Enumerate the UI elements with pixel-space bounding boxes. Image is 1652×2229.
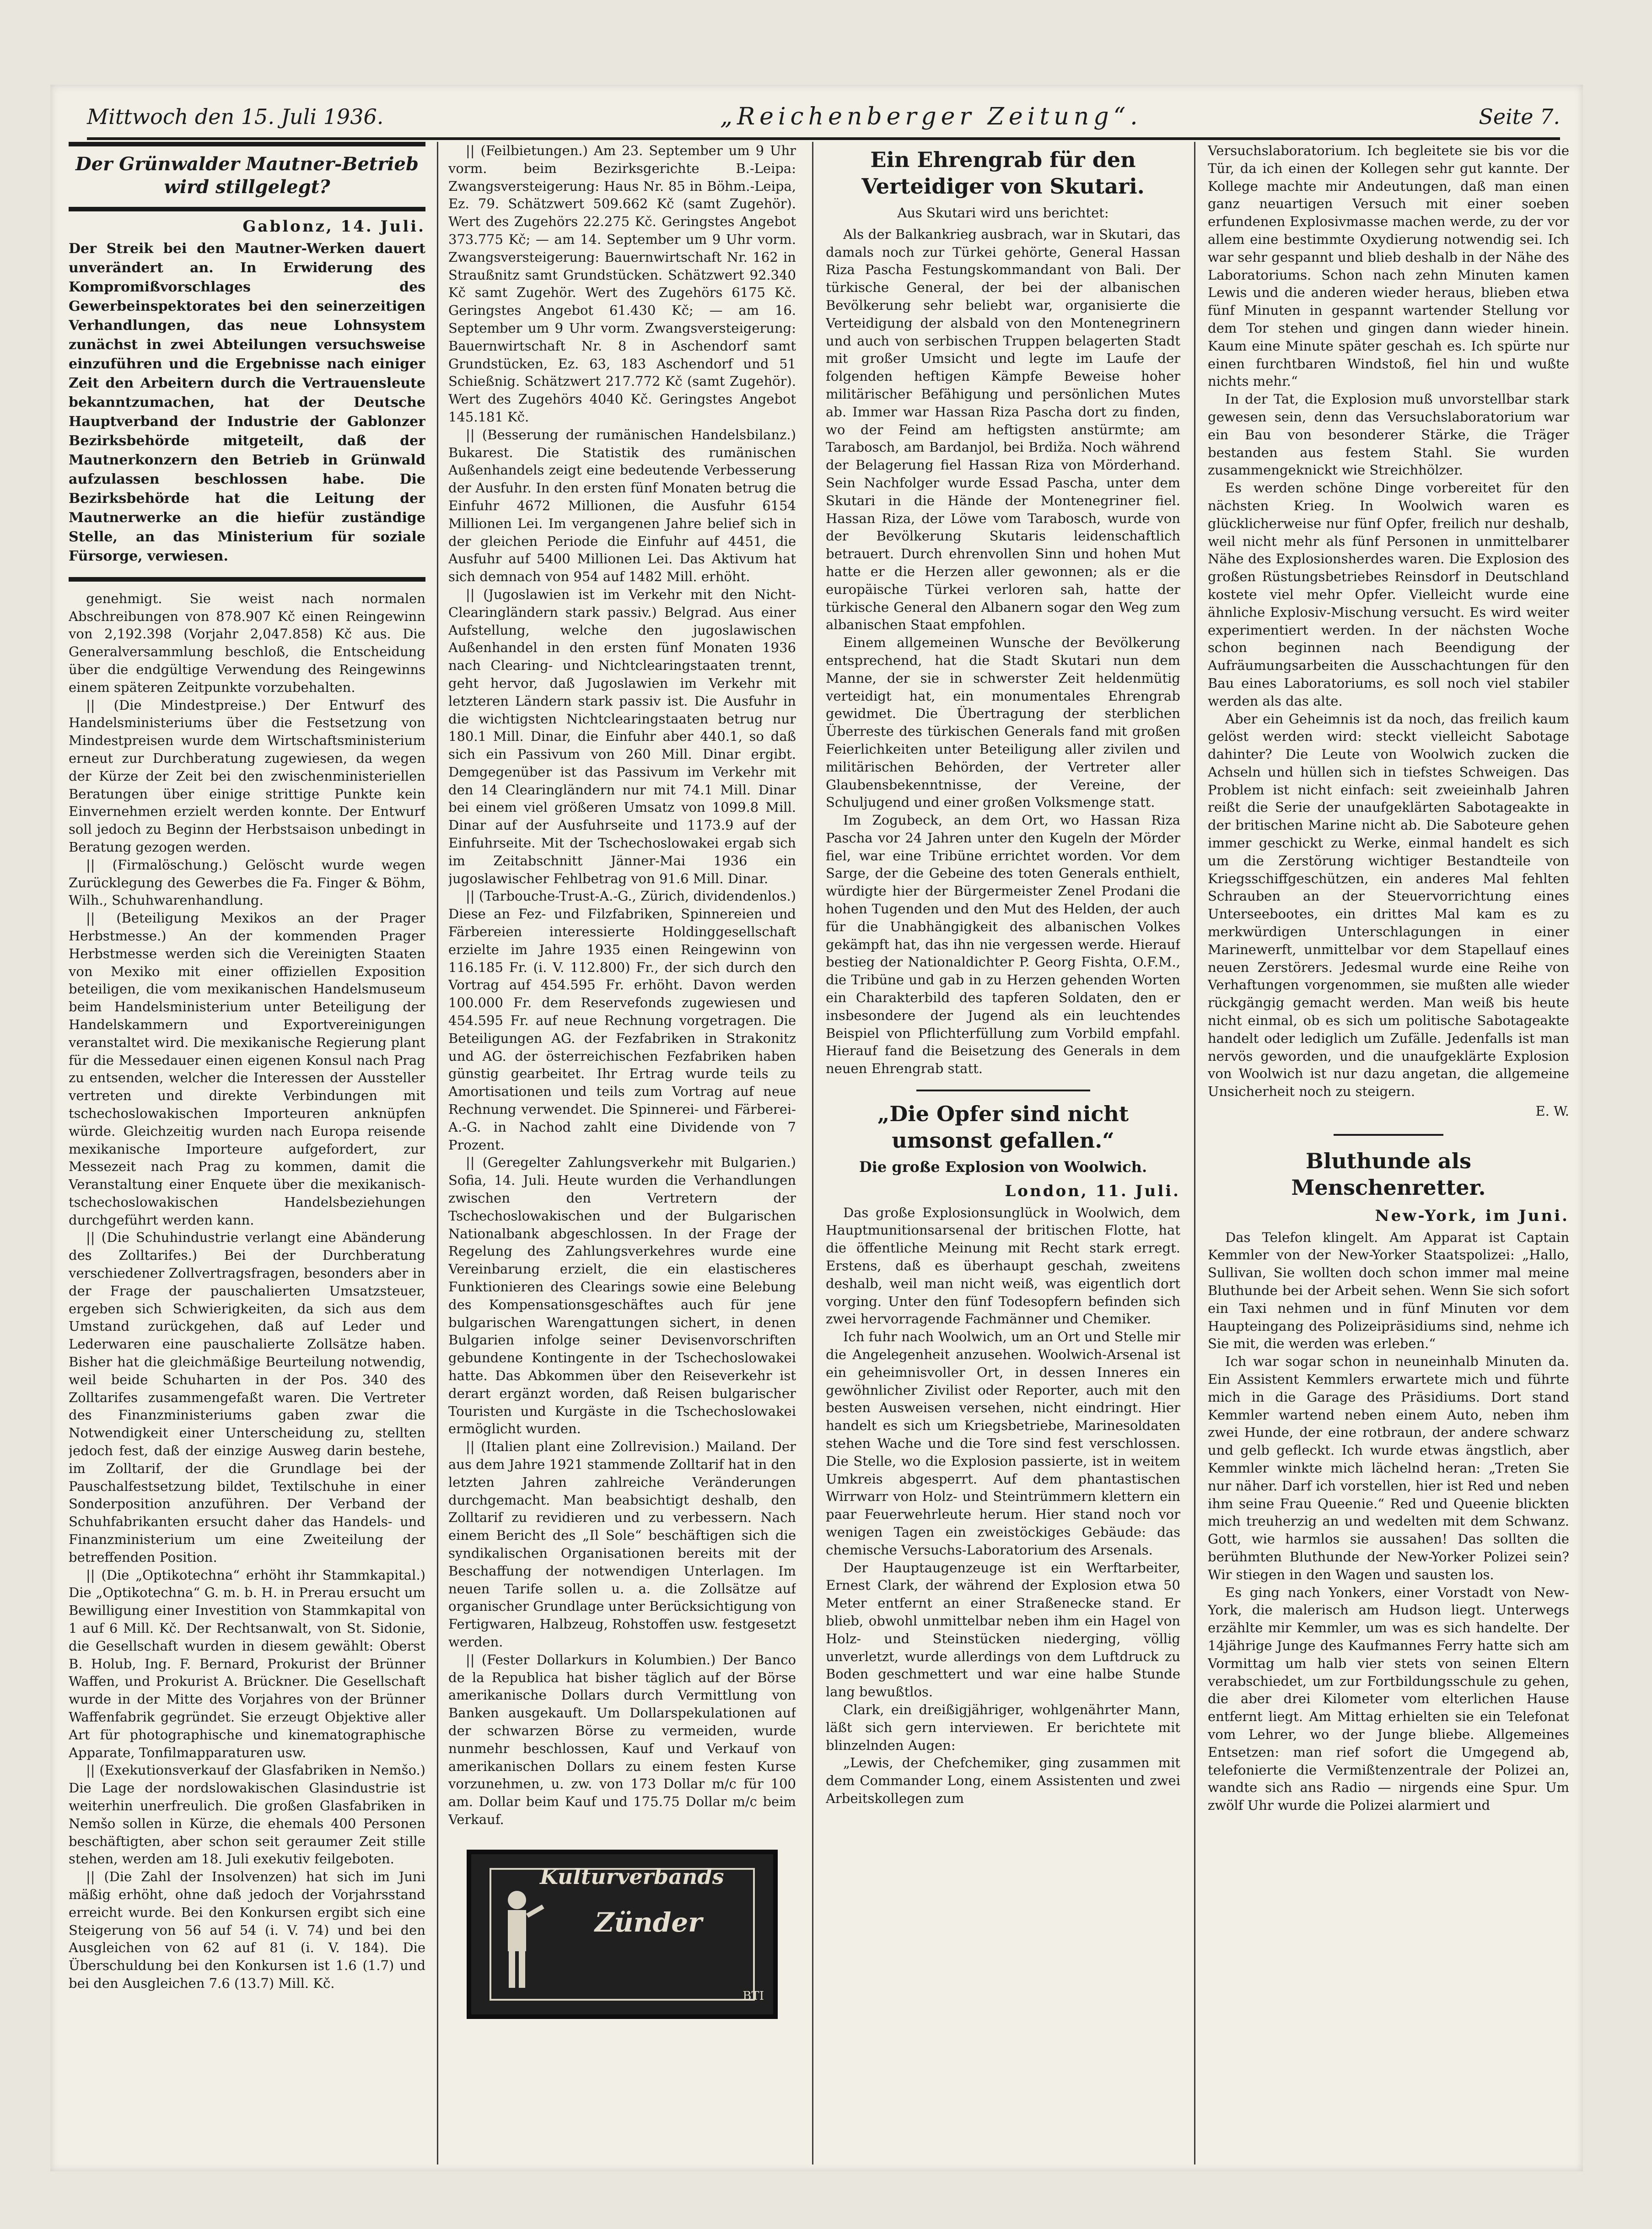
column-divider — [812, 142, 813, 2164]
paragraph: Als der Balkankrieg ausbrach, war in Skutari, das damals noch zur Türkei gehörte, General Hassan Riza Pascha Festungskommandant von Bali. Der türkische General, der bei der albanischen Bevölkerung sehr beliebt war, organisierte die Verteidigung der alsbald von den Montenegrinern und auch von serbischen Truppen belagerten Stadt mit großer Umsicht und legte im Laufe der folgenden heftigen Kämpfe Beweise hoher militärischer Befähigung und persönlichen Mutes ab. Immer war Hassan Riza Pascha dort zu finden, wo der Feind am heftigsten anstürmte; am Tarabosch, am Bardanjol, bei Brdiža. Noch während der Belagerung fiel Hassan Riza von Mörderhand. Sein Nachfolger wurde Essad Pascha, unter dem Skutari in die Hände der Montenegriner fiel. Hassan Riza, der Löwe vom Tarabosch, wurde von der Bevölkerung Skutaris leidenschaftlich betrauert. Durch ehrenvollen Sinn und hohen Mut hatte er die Herzen aller gewonnen; als er die europäische Türkei verloren sah, hatte der türkische General den Albanern sogar den Weg zum albanischen Staat empfohlen. — [826, 226, 1180, 633]
paragraph: Im Zogubeck, an dem Ort, wo Hassan Riza Pascha vor 24 Jahren unter den Kugeln der Mörder fiel, war eine Tribüne errichtet worden. Vor dem Sarge, der die Gebeine des toten Generals enthielt, würdigte hier der Bürgermeister Zenel Prodani die hohen Tugenden und den Mut des Helden, der auch für die Unabhängigkeit des albanischen Volkes gekämpft hat, das ihn nie vergessen werde. Hierauf bestieg der Nationaldichter P. Georg Fishta, O.F.M., die Tribüne und gab in zu Herzen gehenden Worten ein Charakterbild des tapferen Soldaten, den er insbesondere der Jugend als ein leuchtendes Beispiel von Pflichterfüllung zum Vorbild empfahl. Hierauf fand die Beisetzung des Generals in dem neuen Ehrengrab statt. — [826, 812, 1180, 1077]
paragraph: Ich war sogar schon in neuneinhalb Minuten da. Ein Assistent Kemmlers erwartete mich und führte mich in die Garage des Präsidiums. Dort stand Kemmler wartend neben einem Auto, neben ihm zwei Hunde, der eine rotbraun, der andere schwarz und gelb gefleckt. Ich wurde etwas ängstlich, aber Kemmler winkte mich lächelnd heran: „Treten Sie nur näher. Darf ich vorstellen, hier ist Red und neben ihm seine Frau Queenie.“ Red und Queenie blickten mich treuherzig an und wedelten mit dem Schwanz. Gott, wie harmlos sie aussahen! Das sollten die berühmten Bluthunde der New-Yorker Polizei sein? Wir stiegen in den Wagen und sausten los. — [1208, 1354, 1569, 1582]
column-4 — [1208, 142, 1569, 2155]
section-divider — [916, 1090, 1090, 1091]
paragraph: || (Die „Optikotechna“ erhöht ihr Stammkapital.) Die „Optikotechna“ G. m. b. H. in Prerau ersucht um Bewilligung einer Investition von Stammkapital von 1 auf 6 Mill. Kč. Der Rechtsanwalt, von St. Sidonie, die Gesellschaft wurden in diesem gewählt: Oberst B. Holub, Ing. F. Bernard, Prokurist der Brünner Waffen, und Prokurist A. Brückner. Die Gesellschaft wurde in der Mitte des Vorjahres von der Brünner Waffenfabrik gegründet. Sie erzeugt Objektive aller Art für photographische und kinematographische Apparate, Tonfilmapparaturen usw. — [69, 1567, 425, 1760]
paragraph: || (Die Zahl der Insolvenzen) hat sich im Juni mäßig erhöht, ohne daß jedoch der Vorjahrsstand erreicht wurde. Bei den Konkursen ergibt sich eine Steigerung von 56 auf 54 (i. V. 74) und bei den Ausgleichen von 62 auf 81 (i. V. 184). Die Überschuldung bei den Konkursen ist 1.6 (1.7) und bei den Ausgleichen 7.6 (13.7) Mill. Kč. — [69, 1869, 425, 1991]
paragraph: || (Geregelter Zahlungsverkehr mit Bulgarien.) Sofia, 14. Juli. Heute wurden die Verhandlungen zwischen den Vertretern der Tschechoslowakischen und der Bulgarischen Nationalbank abgeschlossen. In der Frage der Regelung des Zahlungsverkehres wurde eine Vereinbarung erzielt, die ein elastischeres Funktionieren des Clearings sowie eine Belebung des Kompensationsgeschäftes auch für jene bulgarischen Warengattungen sichert, in denen Bulgarien infolge seiner Devisenvorschriften gebundene Kontingente in der Tschechoslowakei hatte. Das Abkommen über den Reiseverkehr ist derart ergänzt worden, daß Reisen bulgarischer Touristen und Kurgäste in die Tschechoslowakei ermöglicht wurden. — [448, 1155, 796, 1437]
column-1 — [69, 142, 425, 2155]
paragraph: Ich fuhr nach Woolwich, um an Ort und Stelle mir die Angelegenheit anzusehen. Woolwich-Arsenal ist ein geheimnisvoller Ort, in dessen Inneres ein gewöhnlicher Zivilist oder Reporter, auch mit den besten Ausweisen versehen, nicht eindringt. Hier handelt es sich um Kriegsbetriebe, Marinesoldaten stehen Wache und die Tore sind fest verschlossen. Die Stelle, wo die Explosion passierte, ist in weitem Umkreis abgesperrt. Auf dem phantastischen Wirrwarr von Holz- und Steintrümmern klettern ein paar Feuerwehrleute herum. Hier stand noch vor wenigen Tagen ein zweistöckiges Gebäude: das chemische Versuchs-Laboratorium des Arsenals. — [826, 1329, 1180, 1558]
paragraph: || (Jugoslawien ist im Verkehr mit den Nicht-Clearingländern stark passiv.) Belgrad. Aus einer Aufstellung, welche den jugoslawischen Außenhandel in den ersten fünf Monaten 1936 nach Clearing- und Nichtclearingstaaten trennt, geht hervor, daß Jugoslawien im Verkehr mit letzteren Ländern stark passiv ist. Die Ausfuhr in die wichtigsten Nichtclearingstaaten betrug nur 180.1 Mill. Dinar, die Einfuhr aber 440.1, so daß sich ein Passivum von 260 Mill. Dinar ergibt. Demgegenüber ist das Passivum im Verkehr mit den 14 Clearingländern nur mit 74.1 Mill. Dinar bei einem viel größeren Umsatz von 1099.8 Mill. Dinar auf der Ausfuhrseite und 1173.9 auf der Einfuhrseite. Mit der Tschechoslowakei ergab sich im Zeitabschnitt Jänner-Mai 1936 ein jugoslawischer Fehlbetrag von 91.6 Mill. Dinar. — [448, 586, 796, 886]
paragraph: || (Italien plant eine Zollrevision.) Mailand. Der aus dem Jahre 1921 stammende Zolltarif hat in den letzten Jahren zahlreiche Veränderungen durchgemacht. Man beabsichtigt deshalb, den Zolltarif zu revidieren und zu verbessern. Nach einem Bericht des „Il Sole“ beschäftigen sich die syndikalischen Organisationen bereits mit der Beschaffung der notwendigen Unterlagen. Im neuen Tarife sollen u. a. die Zollsätze auf organischer Grundlage unter Berücksichtigung von Fertigwaren, Halbzeug, Rohstoffen usw. festgesetzt werden. — [448, 1439, 796, 1650]
paragraph: || (Die Schuhindustrie verlangt eine Abänderung des Zolltarifes.) Bei der Durchberatung verschiedener Zollvertragsfragen, besonders aber in der Frage der pauschalierten Umsatzsteuer, ergeben sich Schwierigkeiten, da sich aus dem Umstand zurückgehen, daß auf Leder und Lederwaren eine pauschalierte Zollsätze haben. Bisher hat die gleichmäßige Beurteilung notwendig, weil beide Schuharten in der Pos. 340 des Zolltarifes zusammengefaßt waren. Die Vertreter des Finanzministeriums gaben zwar die Notwendigkeit einer Unterscheidung zu, stellten jedoch fest, daß der einzige Ausweg darin bestehe, im Zolltarif, der die Grundlage bei der Pauschalfestsetzung bildet, Textilschuhe in einer Sonderposition anzuführen. Der Verband der Schuhfabrikanten ersucht daher das Handels- und Finanzministerium um eine Zweiteilung der betreffenden Position. — [69, 1230, 425, 1565]
article-title: Ein Ehrengrab für den Verteidiger von Skutari. — [861, 147, 1145, 199]
paragraph: Das große Explosionsunglück in Woolwich, dem Hauptmunitionsarsenal der britischen Flotte, hat die öffentliche Meinung mit Recht stark erregt. Erstens, daß es überhaupt geschah, zweitens deshalb, weil man nicht weiß, was eigentlich dort vorging. Unter den fünf Todesopfern befinden sich zwei hervorragende Fachmänner und Chemiker. — [826, 1204, 1180, 1327]
advertisement-box — [467, 1850, 778, 2019]
ad-figure-icon — [490, 1882, 544, 1992]
paragraph: Aber ein Geheimnis ist da noch, das freilich kaum gelöst werden wird: steckt vielleicht Sabotage dahinter? Die Leute von Woolwich zucken die Achseln und hüllen sich in tiefstes Schweigen. Das Problem ist nicht einfach: seit zweieinhalb Jahren reißt die Serie der unaufgeklärten Sabotageakte in der britischen Marine nicht ab. Die Saboteure gehen immer geschickt zu Werke, einmal handelt es sich um die Zerstörung wichtiger Bestandteile von Kriegsschiffgeschützen, ein anderes Mal fehlten Schrauben an der Steuervorrichtung eines Unterseebootes, ein drittes Mal kam es zu merkwürdigen Unterschlagungen in einer Marinewerft, unmittelbar vor dem Stapellauf eines neuen Zerstörers. Jedesmal wurde eine Reihe von Verhaftungen vorgenommen, sie mußten alle wieder rückgängig gemacht werden. Man weiß bis heute nicht einmal, ob es sich um politische Sabotageakte handelt oder lediglich um Zufälle. Jedenfalls ist man nervös geworden, und die unaufgeklärte Explosion von Woolwich ist nur dazu angetan, die allgemeine Unsicherheit noch zu steigern. — [1208, 711, 1569, 1100]
dateline: New-York, im Juni. — [1375, 1206, 1569, 1225]
masthead: „Reichenberger Zeitung“. — [720, 103, 1142, 130]
paragraph: genehmigt. Sie weist nach normalen Abschreibungen von 878.907 Kč einen Reingewinn von 2,192.398 (Vorjahr 2,047.858) Kč aus. Die Generalversammlung beschloß, die Entscheidung über die endgültige Verwendung des Reingewinns einem späteren Zeitpunkte vorzubehalten. — [69, 590, 425, 695]
page-number: Seite 7. — [1479, 104, 1560, 129]
paragraph: Versuchslaboratorium. Ich begleitete sie bis vor die Tür, da ich einen der Kollegen sehr gut kannte. Der Kollege machte mir Andeutungen, daß man einen ganz neuartigen Versuch mit einer soeben erfundenen Explosivmasse machen werde, zu der vor allem eine bestimmte Oxydierung notwendig sei. Ich war sehr gespannt und blieb deshalb in der Nähe des Laboratoriums. Schon nach zehn Minuten kamen Lewis und die anderen wieder heraus, blieben etwa fünf Minuten in gespannt wartender Stellung vor dem Tor stehen und gingen dann wieder hinein. Kaum eine Minute später geschah es. Ich spürte nur einen furchtbaren Windstoß, fiel hin und wußte nichts mehr.“ — [1208, 143, 1569, 389]
author-signature: E. W. — [1535, 1103, 1569, 1119]
ad-line-1: Kulturverbands — [540, 1864, 724, 1889]
article-title: Bluthunde als Menschenretter. — [1291, 1148, 1486, 1200]
boxed-article-header — [69, 142, 425, 211]
paragraph: || (Die Mindestpreise.) Der Entwurf des Handelsministeriums über die Festsetzung von Mindestpreisen wurde dem Wirtschaftsministerium erneut zur Durchberatung zugewiesen, da wegen der Kürze der Zeit bei den zwischenministeriellen Beratungen über einige strittige Punkte kein Einvernehmen erzielt werden konnte. Der Entwurf soll jedoch zu Beginn der Herbstsaison unbedingt in Beratung gezogen werden. — [69, 697, 425, 855]
paragraph: Einem allgemeinen Wunsche der Bevölkerung entsprechend, hat die Stadt Skutari nun dem Manne, der sie in schwerster Zeit heldenmütig verteidigt hat, ein monumentales Ehrengrab gewidmet. Die Übertragung der sterblichen Überreste des türkischen Generals fand mit großen Feierlichkeiten unter Beteiligung aller zivilen und militärischen Behörden, der Vertreter aller Glaubensbekenntnisse, der Vereine, der Schuljugend und einer großen Volksmenge statt. — [826, 635, 1180, 810]
column-divider — [1194, 142, 1195, 2164]
column-divider — [437, 142, 438, 2164]
article-title: Der Grünwalder Mautner-Betrieb wird stillgelegt? — [75, 153, 419, 198]
paragraph: Es ging nach Yonkers, einer Vorstadt von New-York, die malerisch am Hudson liegt. Unterwegs erzählte mir Kemmler, um was es sich handelte. Der 14jährige Junge des Kaufmannes Ferry hatte sich am Vormittag um halb vier stets von seinen Eltern verabschiedet, um zur Fortbildungsschule zu gehen, die aber drei Kilometer vom elterlichen Hause entfernt liegt. Am Mittag erhielten sie ein Telefonat vom Lehrer, wo der Junge bliebe. Allgemeines Entsetzen: man rief sofort die Umgegend ab, telefonierte die Vermißtenzentrale der Polizei an, wandte sich ans Radio — nirgends eine Spur. Um zwölf Uhr wurde die Polizei alarmiert und — [1208, 1584, 1569, 1813]
article-title: „Die Opfer sind nicht umsonst gefallen.“ — [877, 1101, 1129, 1153]
lead-paragraph: Der Streik bei den Mautner-Werken dauert unverändert an. In Erwiderung des Kompromißvorschlages des Gewerbeinspektorates bei den seinerzeitigen Verhandlungen, das neue Lohnsystem zunächst in zwei Abteilungen versuchsweise einzuführen und die Ergebnisse nach einiger Zeit den Arbeitern durch die Vertrauensleute bekanntzumachen, hat der Deutsche Hauptverband der Industrie der Gablonzer Bezirksbehörde mitgeteilt, daß der Mautnerkonzern den Betrieb in Grünwald aufzulassen beschlossen habe. Die Bezirksbehörde hat die Leitung der Mautnerwerke an die hiefür zuständige Stelle, an das Ministerium für soziale Fürsorge, verwiesen. — [69, 240, 425, 564]
paragraph: || (Beteiligung Mexikos an der Prager Herbstmesse.) An der kommenden Prager Herbstmesse werden sich die Vereinigten Staaten von Mexiko mit einer offiziellen Exposition beteiligen, die vom mexikanischen Handelsmuseum beim Handelsministerium unter Beteiligung der Handelskammern und Exportvereinigungen veranstaltet wird. Die mexikanische Regierung plant für die Messedauer einen eigenen Konsul nach Prag zu entsenden, welcher die Interessen der Aussteller vertreten und direkte Verbindungen mit tschechoslowakischen Importeuren anknüpfen würde. Gleichzeitig wurden nach Europa reisende mexikanische Importeure aufgefordert, zur Messezeit nach Prag zu kommen, damit die Veranstaltung einer Enquete über die mexikanisch-tschechoslowakischen Handelsbeziehungen durchgeführt werden kann. — [69, 910, 425, 1228]
paragraph: || (Exekutionsverkauf der Glasfabriken in Nemšo.) Die Lage der nordslowakischen Glasindustrie ist weiterhin unerfreulich. Die großen Glasfabriken in Nemšo sollen in Kürze, die ehemals 400 Personen beschäftigten, aber schon seit geraumer Zeit stille stehen, werden am 18. Juli exekutiv feilgeboten. — [69, 1762, 425, 1867]
column-3 — [826, 142, 1180, 2155]
paragraph: „Lewis, der Chefchemiker, ging zusammen mit dem Commander Long, einem Assistenten und zwei Arbeitskollegen zum — [826, 1755, 1180, 1806]
dateline: Gablonz, 14. Juli. — [242, 217, 425, 236]
paragraph: || (Fester Dollarkurs in Kolumbien.) Der Banco de la Republica hat bisher täglich auf der Börse amerikanische Dollars durch Vermittlung von Banken ausgekauft. Um Dollarspekulationen auf der schwarzen Börse zu vermeiden, wurde nunmehr beschlossen, Kauf und Verkauf von amerikanischen Dollars zu einem festen Kurse vorzunehmen, u. zw. von 173 Dollar m/c für 100 am. Dollar beim Kauf und 175.75 Dollar m/c beim Verkauf. — [448, 1652, 796, 1827]
dateline: London, 11. Juli. — [1005, 1182, 1180, 1200]
page-header — [87, 96, 1560, 137]
paragraph: In der Tat, die Explosion muß unvorstellbar stark gewesen sein, denn das Versuchslaboratorium war ein Bau von besonderer Stärke, die Träger bestanden aus festem Stahl. Sie wurden zusammengeknickt wie Streichhölzer. — [1208, 391, 1569, 478]
paragraph: Es werden schöne Dinge vorbereitet für den nächsten Krieg. In Woolwich waren es glücklicherweise nur fünf Opfer, freilich nur deshalb, weil nicht mehr als fünf Personen in unmittelbarer Nähe des Explosionsherdes waren. Die Explosion des großen Rüstungsbetriebes Reinsdorf in Deutschland kostete viel mehr Opfer. Vielleicht wurde eine ähnliche Explosiv-Mischung versucht. Es wird weiter experimentiert werden. In der nächsten Woche schon beginnen nach Beendigung der Aufräumungsarbeiten die Ausschachtungen für den Bau eines Laboratoriums, es soll noch viel stabiler werden als das alte. — [1208, 480, 1569, 709]
column-2 — [448, 142, 796, 2155]
paragraph: Der Hauptaugenzeuge ist ein Werftarbeiter, Ernest Clark, der während der Explosion etwa 50 Meter entfernt an einer Straßenecke stand. Er blieb, obwohl unmittelbar neben ihm ein Hagel von Holz- und Steinstücken niederging, völlig unverletzt, wurde allerdings von dem Luftdruck zu Boden geschmettert und war eine halbe Stunde lang bewußtlos. — [826, 1560, 1180, 1700]
header-rule — [87, 137, 1560, 140]
paragraph: Clark, ein dreißigjähriger, wohlgenährter Mann, läßt sich gern interviewen. Er berichtete mit blinzelnden Augen: — [826, 1701, 1180, 1753]
section-divider — [1334, 1134, 1443, 1136]
paragraph: || (Firmalöschung.) Gelöscht wurde wegen Zurücklegung des Gewerbes die Fa. Finger & Böhm, Wilh., Schuhwarenhandlung. — [69, 857, 425, 908]
box-bottom-rule — [69, 572, 425, 582]
header-date: Mittwoch den 15. Juli 1936. — [87, 104, 384, 129]
article-subtitle: Die große Explosion von Woolwich. — [859, 1158, 1147, 1176]
ad-line-2: Zünder — [595, 1906, 702, 1938]
paragraph: || (Tarbouche-Trust-A.-G., Zürich, dividendenlos.) Diese an Fez- und Filzfabriken, Spinnereien und Färbereien interessierte Holdinggesellschaft erzielte im Jahre 1935 einen Reingewinn von 116.185 Fr. (i. V. 112.800) Fr., der sich durch den Vortrag auf 454.595 Fr. erhöht. Davon werden 100.000 Fr. dem Reservefonds zugewiesen und 454.595 Fr. auf neue Rechnung vorgetragen. Die Beteiligungen AG. der Fezfabriken in Strakonitz und AG. der österreichischen Fezfabriken haben günstig gearbeitet. Ihr Ertrag wurde teils zu Amortisationen und teils zum Vortrag auf neue Rechnung verwendet. Die Spinnerei- und Färberei-A.-G. in Nachod zahlt eine Dividende von 7 Prozent. — [448, 888, 796, 1153]
paragraph: || (Besserung der rumänischen Handelsbilanz.) Bukarest. Die Statistik des rumänischen Außenhandels zeigt eine bedeutende Verbesserung der Ausfuhr. In den ersten fünf Monaten betrug die Einfuhr 4672 Millionen, die Ausfuhr 6154 Millionen Lei. Im vergangenen Jahre belief sich in der gleichen Periode die Einfuhr auf 4451, die Ausfuhr auf 5400 Millionen Lei. Das Aktivum hat sich demnach von 954 auf 1482 Mill. erhöht. — [448, 426, 796, 585]
ad-corner-mark: BTI — [743, 1989, 764, 2003]
intro-line: Aus Skutari wird uns berichtet: — [897, 205, 1109, 221]
paragraph: || (Feilbietungen.) Am 23. September um 9 Uhr vorm. beim Bezirksgerichte B.-Leipa: Zwangsversteigerung: Haus Nr. 85 in Böhm.-Leipa, Ez. 79. Schätzwert 509.662 Kč (samt Zugehör). Wert des Zugehörs 22.275 Kč. Geringstes Angebot 373.775 Kč; — am 14. September um 9 Uhr vorm. Zwangsversteigerung: Bauernwirtschaft Nr. 162 in Straußnitz samt Grundstücken. Schätzwert 92.340 Kč samt Zugehör. Wert des Zugehörs 6175 Kč. Geringstes Angebot 61.430 Kč; — am 16. September um 9 Uhr vorm. Zwangsversteigerung: Bauernwirtschaft Nr. 8 in Aschendorf samt Grundstücken, Ez. 63, 183 Aschendorf und 51 Schießnig. Schätzwert 217.772 Kč (samt Zugehör). Wert des Zugehörs 4040 Kč. Geringstes Angebot 145.181 Kč. — [448, 143, 796, 425]
paragraph: Das Telefon klingelt. Am Apparat ist Captain Kemmler von der New-Yorker Staatspolizei: „Hallo, Sullivan, Sie wollten doch schon immer mal meine Bluthunde bei der Arbeit sehen. Wenn Sie sich sofort ein Taxi nehmen und in fünf Minuten vor dem Haupteingang des Polizeipräsidiums sind, nehme ich Sie mit, die werden was erleben.“ — [1208, 1229, 1569, 1352]
